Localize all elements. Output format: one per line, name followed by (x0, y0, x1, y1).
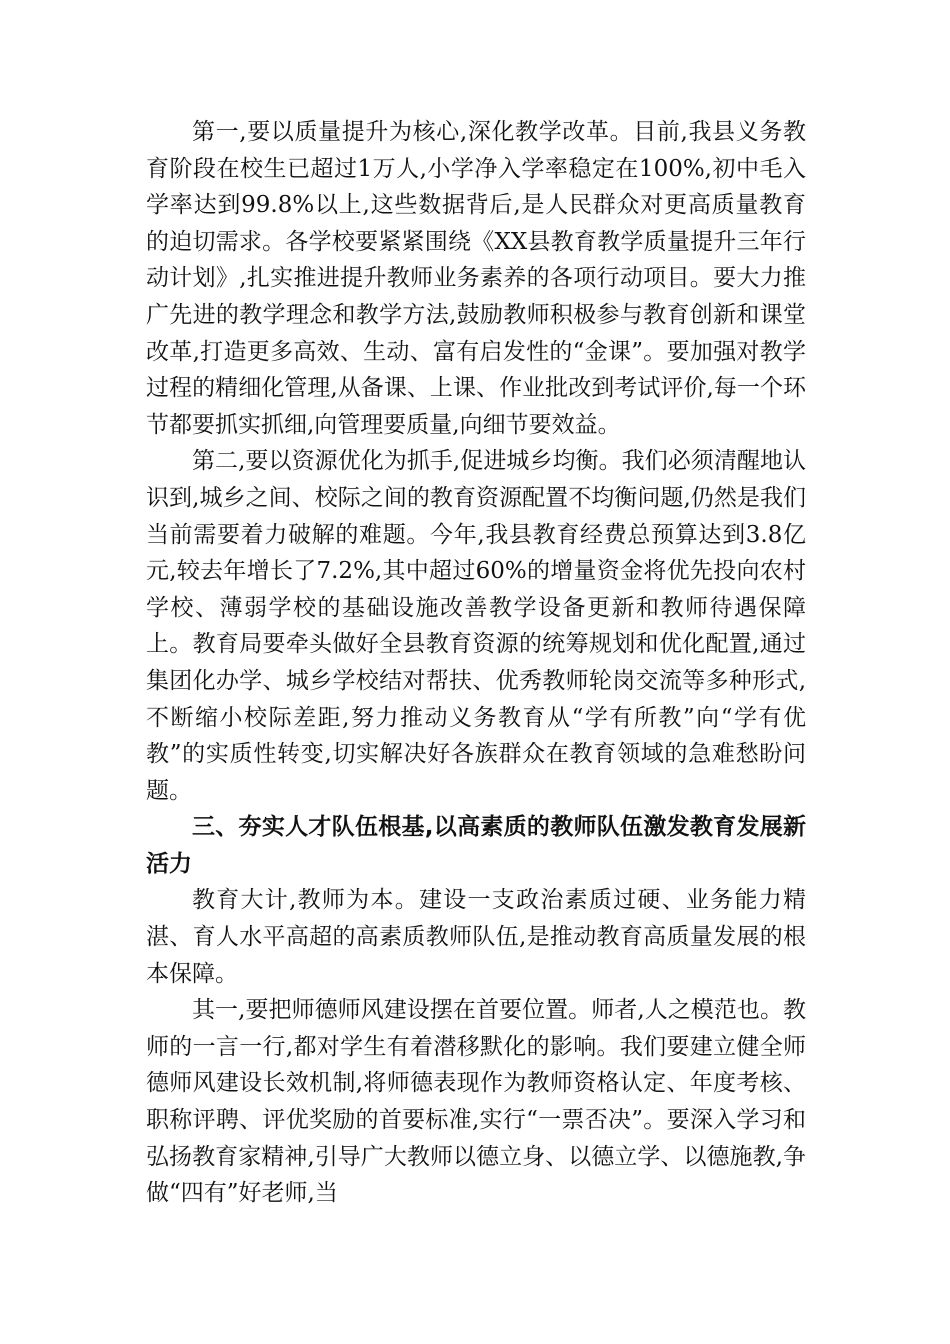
paragraph-teacher-ethics: 其一,要把师德师风建设摆在首要位置。师者,人之模范也。教师的一言一行,都对学生有着潜移默化的影响。我们要建立健全师德师风建设长效机制,将师德表现作为教师资格认定、年度考核、职称评聘、评优奖励的首要标准,实行“一票否决”。要深入学习和弘扬教育家精神,引导广大教师以德立身、以德立学、以德施教,争做“四有”好老师,当 (146, 997, 806, 1207)
paragraph-resource-balance: 第二,要以资源优化为抓手,促进城乡均衡。我们必须清醒地认识到,城乡之间、校际之间的教育资源配置不均衡问题,仍然是我们当前需要着力破解的难题。今年,我县教育经费总预算达到3.8亿元,较去年增长了7.2%,其中超过60%的增量资金将优先投向农村学校、薄弱学校的基础设施改善教学设备更新和教师待遇保障上。教育局要牵头做好全县教育资源的统筹规划和优化配置,通过集团化办学、城乡学校结对帮扶、优秀教师轮岗交流等多种形式,不断缩小校际差距,努力推动义务教育从“学有所教”向“学有优教”的实质性转变,切实解决好各族群众在教育领域的急难愁盼问题。 (146, 448, 806, 804)
section-heading-teacher-team: 三、夯实人才队伍根基,以高素质的教师队伍激发教育发展新活力 (146, 814, 806, 877)
document-body (146, 114, 806, 1212)
paragraph-quality-reform: 第一,要以质量提升为核心,深化教学改革。目前,我县义务教育阶段在校生已超过1万人,小学净入学率稳定在100%,初中毛入学率达到99.8%以上,这些数据背后,是人民群众对更高质量教育的迫切需求。各学校要紧紧围绕《XX县教育教学质量提升三年行动计划》,扎实推进提升教师业务素养的各项行动项目。要大力推广先进的教学理念和教学方法,鼓励教师积极参与教育创新和课堂改革,打造更多高效、生动、富有启发性的“金课”。要加强对教学过程的精细化管理,从备课、上课、作业批改到考试评价,每一个环节都要抓实抓细,向管理要质量,向细节要效益。 (146, 119, 806, 438)
paragraph-teacher-foundation: 教育大计,教师为本。建设一支政治素质过硬、业务能力精湛、育人水平高超的高素质教师队伍,是推动教育高质量发展的根本保障。 (146, 887, 806, 987)
